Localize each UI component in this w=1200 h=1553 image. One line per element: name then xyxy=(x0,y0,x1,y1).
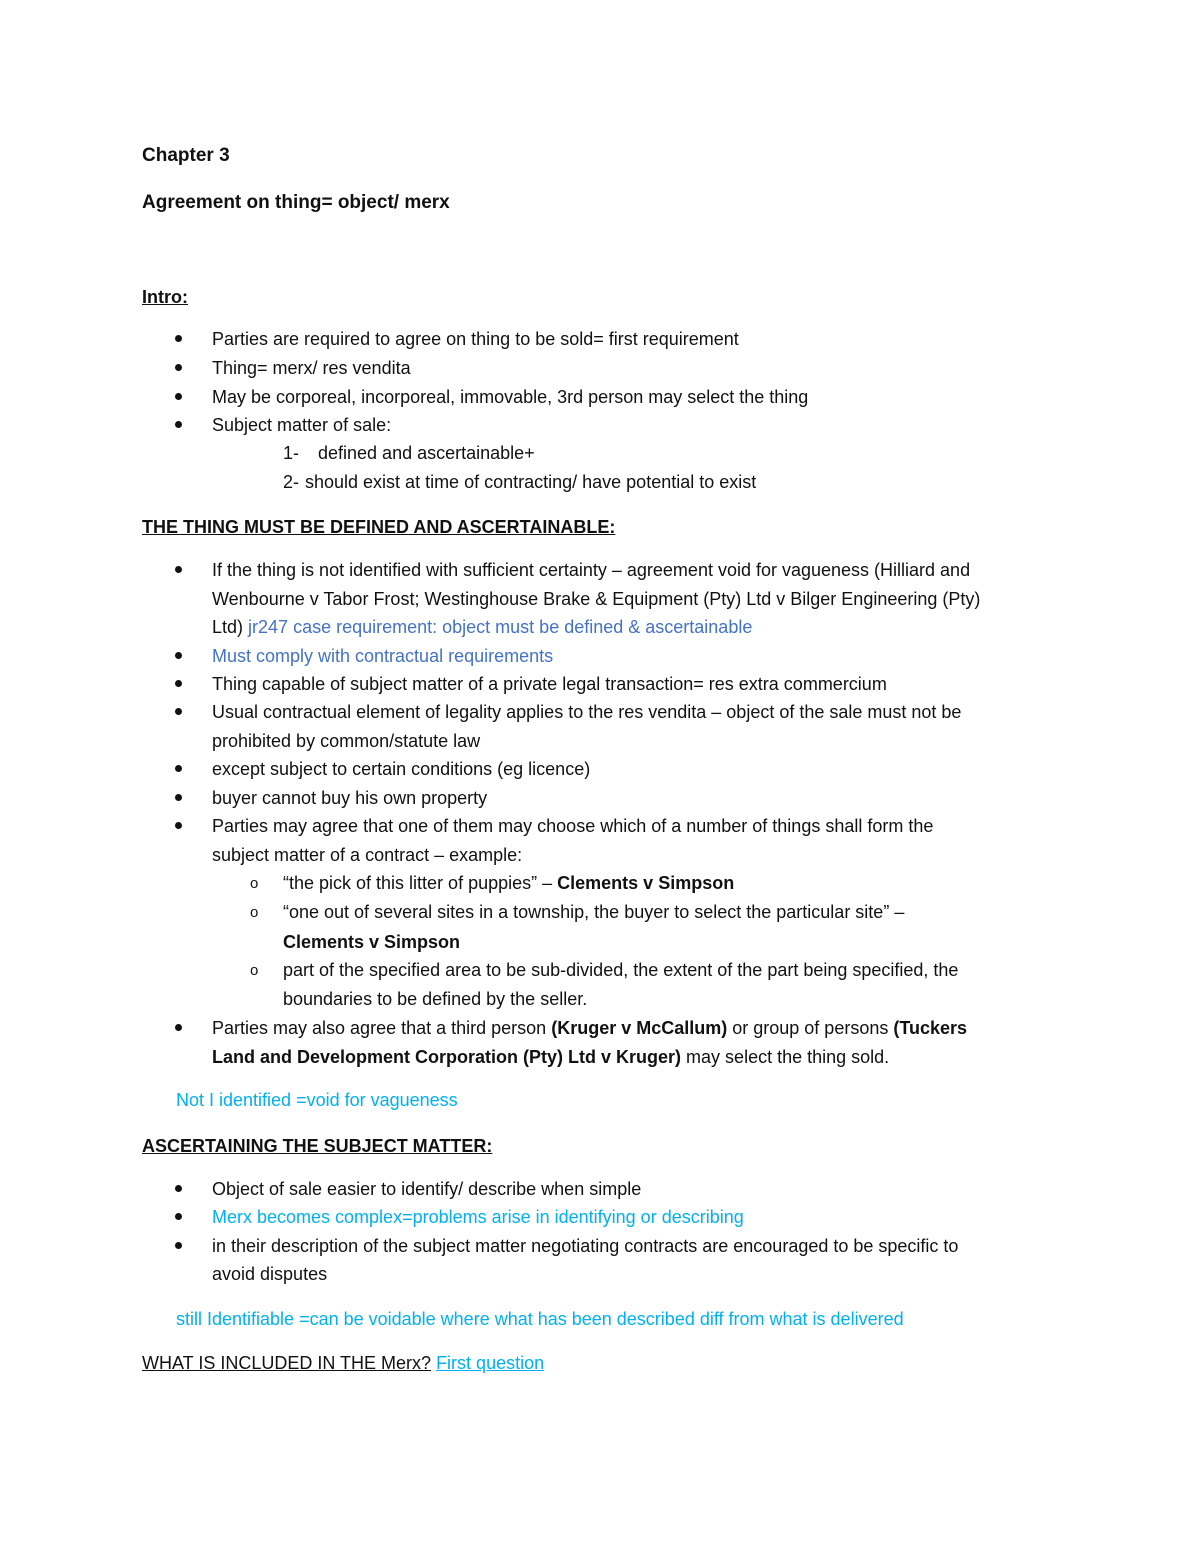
bullet-icon xyxy=(175,794,182,801)
defined-bullet-4-line-2: prohibited by common/statute law xyxy=(212,731,481,751)
bullet-icon xyxy=(175,680,182,687)
defined-bullet-1-line-1: If the thing is not identified with sufficient certainty – agreement void for vagueness (Hilliard and xyxy=(212,560,971,580)
section-title-defined: THE THING MUST BE DEFINED AND ASCERTAINABLE: xyxy=(142,517,616,537)
case-clements-simpson: Clements v Simpson xyxy=(557,873,735,893)
included-title: WHAT IS INCLUDED IN THE Merx? xyxy=(142,1353,432,1373)
case-tuckers-start: (Tuckers xyxy=(893,1018,968,1038)
sub-bullet-1 xyxy=(283,872,734,894)
defined-bullet-1-tail: Ltd) xyxy=(212,617,244,637)
bullet-icon xyxy=(175,1242,182,1249)
defined-bullet-7-line-2: subject matter of a contract – example: xyxy=(212,845,523,865)
defined-bullet-5: except subject to certain conditions (eg licence) xyxy=(212,759,591,779)
defined-bullet-4-line-1: Usual contractual element of legality applies to the res vendita – object of the sale must not be xyxy=(212,702,962,722)
ascertaining-bullet-3-line-2: avoid disputes xyxy=(212,1264,328,1284)
bullet-icon xyxy=(175,335,182,342)
bullet-icon xyxy=(175,364,182,371)
defined-bullet-8-line-1 xyxy=(212,1017,967,1039)
bullet-icon xyxy=(175,1024,182,1031)
bullet-icon xyxy=(175,765,182,772)
numbered-item-1: defined and ascertainable+ xyxy=(318,443,535,463)
numbered-marker-2: 2- xyxy=(283,472,300,492)
sub-bullet-marker: o xyxy=(250,904,259,921)
jr247-note: jr247 case requirement: object must be defined & ascertainable xyxy=(248,617,753,637)
bullet-icon xyxy=(175,1185,182,1192)
first-question-link[interactable]: First question xyxy=(436,1353,545,1373)
defined-bullet-8-text-c: may select the thing sold. xyxy=(686,1047,890,1067)
defined-bullet-8-text-a: Parties may also agree that a third person xyxy=(212,1018,547,1038)
intro-bullet-1: Parties are required to agree on thing to be sold= first requirement xyxy=(212,329,739,349)
sub-bullet-marker: o xyxy=(250,962,259,979)
sub-bullet-3-line-1: part of the specified area to be sub-divided, the extent of the part being specified, the xyxy=(283,960,959,980)
defined-bullet-8-text-b: or group of persons xyxy=(732,1018,889,1038)
case-tuckers-land: Land and Development Corporation (Pty) Ltd v Kruger) xyxy=(212,1047,682,1067)
bullet-icon xyxy=(175,652,182,659)
section-title-included xyxy=(142,1352,544,1374)
bullet-icon xyxy=(175,822,182,829)
bullet-icon xyxy=(175,708,182,715)
defined-bullet-1-line-2: Wenbourne v Tabor Frost; Westinghouse Brake & Equipment (Pty) Ltd v Bilger Engineering (Pty) xyxy=(212,589,981,609)
sub-bullet-1-text: “the pick of this litter of puppies” – xyxy=(283,873,553,893)
intro-bullet-2: Thing= merx/ res vendita xyxy=(212,358,411,378)
defined-bullet-3: Thing capable of subject matter of a private legal transaction= res extra commercium xyxy=(212,674,887,694)
defined-bullet-6: buyer cannot buy his own property xyxy=(212,788,488,808)
bullet-icon xyxy=(175,566,182,573)
section-title-ascertaining: ASCERTAINING THE SUBJECT MATTER: xyxy=(142,1136,493,1156)
sub-bullet-2-line-1: “one out of several sites in a township, the buyer to select the particular site” – xyxy=(283,902,905,922)
bullet-icon xyxy=(175,421,182,428)
bullet-icon xyxy=(175,393,182,400)
ascertaining-bullet-1: Object of sale easier to identify/ describe when simple xyxy=(212,1179,642,1199)
chapter-title: Chapter 3 xyxy=(142,145,230,166)
defined-bullet-1-line-3 xyxy=(212,616,752,638)
intro-bullet-3: May be corporeal, incorporeal, immovable, 3rd person may select the thing xyxy=(212,387,809,407)
case-kruger-mccallum: (Kruger v McCallum) xyxy=(551,1018,728,1038)
defined-bullet-7-line-1: Parties may agree that one of them may choose which of a number of things shall form the xyxy=(212,816,934,836)
ascertaining-bullet-3-line-1: in their description of the subject matter negotiating contracts are encouraged to be specific to xyxy=(212,1236,959,1256)
numbered-marker-1: 1- xyxy=(283,443,300,463)
case-clements-simpson: Clements v Simpson xyxy=(283,932,461,952)
ascertaining-bullet-2: Merx becomes complex=problems arise in identifying or describing xyxy=(212,1207,744,1227)
defined-bullet-8-line-2 xyxy=(212,1046,889,1068)
sub-bullet-marker: o xyxy=(250,875,259,892)
bullet-icon xyxy=(175,1213,182,1220)
identifiable-note: still Identifiable =can be voidable where what has been described diff from what is delivered xyxy=(176,1309,904,1329)
defined-bullet-2: Must comply with contractual requirements xyxy=(212,646,554,666)
chapter-subtitle: Agreement on thing= object/ merx xyxy=(142,192,450,213)
intro-label: Intro: xyxy=(142,287,188,307)
numbered-item-2: should exist at time of contracting/ have potential to exist xyxy=(305,472,757,492)
intro-bullet-4: Subject matter of sale: xyxy=(212,415,392,435)
vagueness-note: Not I identified =void for vagueness xyxy=(176,1090,458,1110)
sub-bullet-3-line-2: boundaries to be defined by the seller. xyxy=(283,989,588,1009)
